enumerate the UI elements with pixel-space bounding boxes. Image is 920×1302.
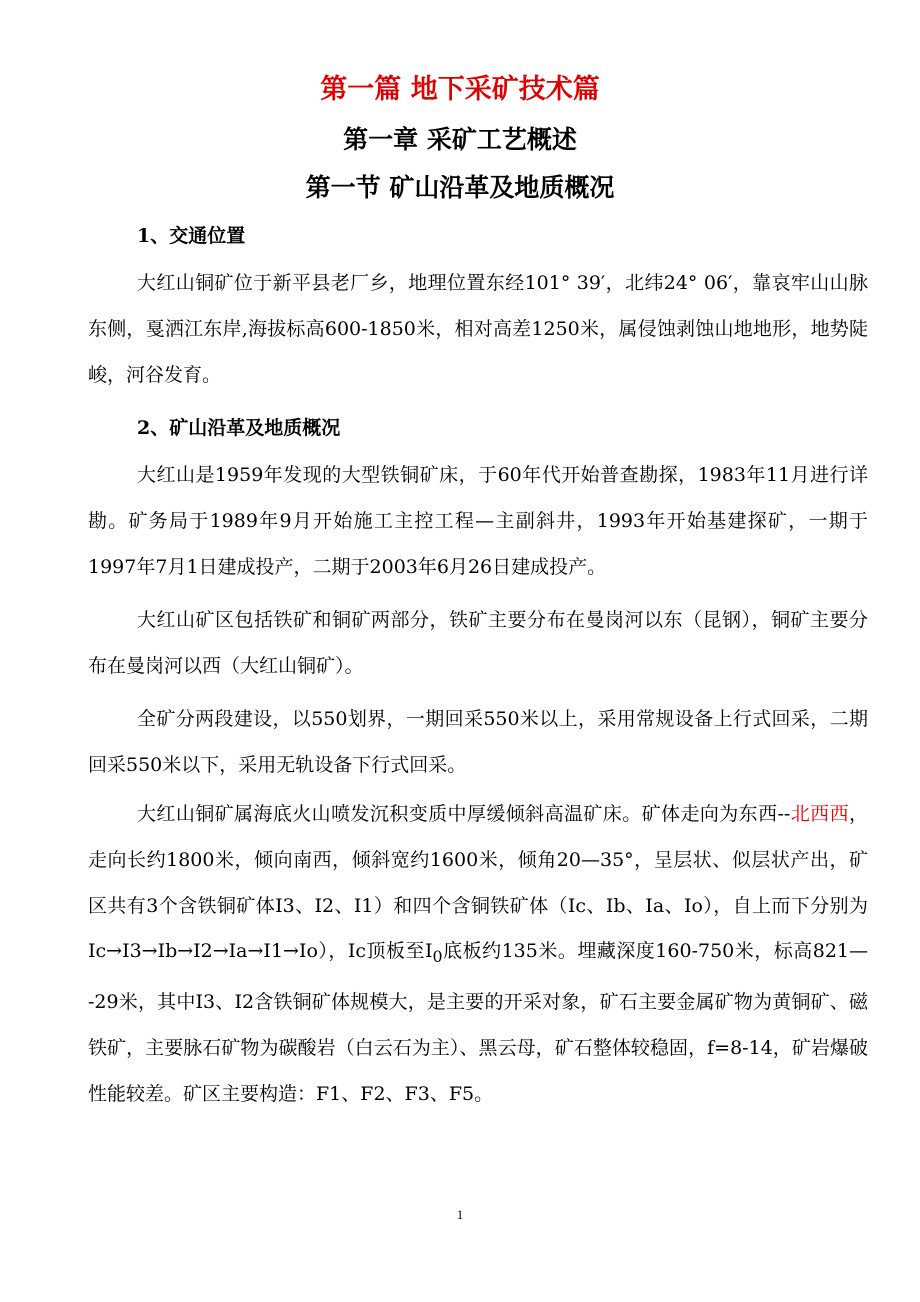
geology-text-b: ，走向长约1800米，倾向南西，倾斜宽约1600米，倾角20—35°，呈层状、似层状产出，矿区共有3个含铁铜矿体I3、I2、I1）和四个含铜铁矿体（Ic、Ib、Ia、Io），自上而下分别为Ic→I3→Ib→I2→Ia→I1→Io），Ic顶板至I bbox=[88, 803, 868, 963]
section-title: 第一节 矿山沿革及地质概况 bbox=[305, 173, 615, 202]
paragraph-construction: 全矿分两段建设，以550划界，一期回采550米以上，采用常规设备上行式回采，二期回采550米以下，采用无轨设备下行式回采。 bbox=[88, 708, 868, 776]
subsection-heading-1: 1、交通位置 bbox=[137, 225, 246, 247]
paragraph-location: 大红山铜矿位于新平县老厂乡，地理位置东经101° 39′，北纬24° 06′，靠哀牢山山脉东侧，戛洒江东岸,海拔标高600-1850米，相对高差1250米，属侵蚀剥蚀山地地形，地势陡峻，河谷发育。 bbox=[88, 272, 868, 386]
subsection-heading-2: 2、矿山沿革及地质概况 bbox=[137, 417, 341, 439]
geology-text-a: 大红山铜矿属海底火山喷发沉积变质中厚缓倾斜高温矿床。矿体走向为东西-- bbox=[137, 803, 791, 825]
chapter-title: 第一章 采矿工艺概述 bbox=[343, 125, 577, 154]
geology-text-c: 底板约135米。埋藏深度160-750米，标高821— -29米，其中I3、I2含铁铜矿体规模大，是主要的开采对象，矿石主要金属矿物为黄铜矿、磁铁矿，主要脉石矿物为碳酸岩（白云石为主）、黑云母，矿石整体较稳固，f=8-14，矿岩爆破性能较差。矿区主要构造：F1、F2、F3、F5。 bbox=[88, 940, 868, 1105]
paragraph-geology bbox=[88, 792, 868, 1117]
paragraph-history: 大红山是1959年发现的大型铁铜矿床，于60年代开始普查勘探，1983年11月进行详勘。矿务局于1989年9月开始施工主控工程—主副斜井，1993年开始基建探矿，一期于1997年7月1日建成投产，二期于2003年6月26日建成投产。 bbox=[88, 464, 868, 578]
paragraph-mining-area: 大红山矿区包括铁矿和铜矿两部分，铁矿主要分布在曼岗河以东（昆钢），铜矿主要分布在曼岗河以西（大红山铜矿）。 bbox=[88, 609, 868, 677]
subscript-zero: 0 bbox=[432, 947, 443, 967]
part-title: 第一篇 地下采矿技术篇 bbox=[320, 74, 600, 105]
highlight-text: 北西西 bbox=[790, 803, 849, 825]
page-number: 1 bbox=[456, 1207, 464, 1222]
